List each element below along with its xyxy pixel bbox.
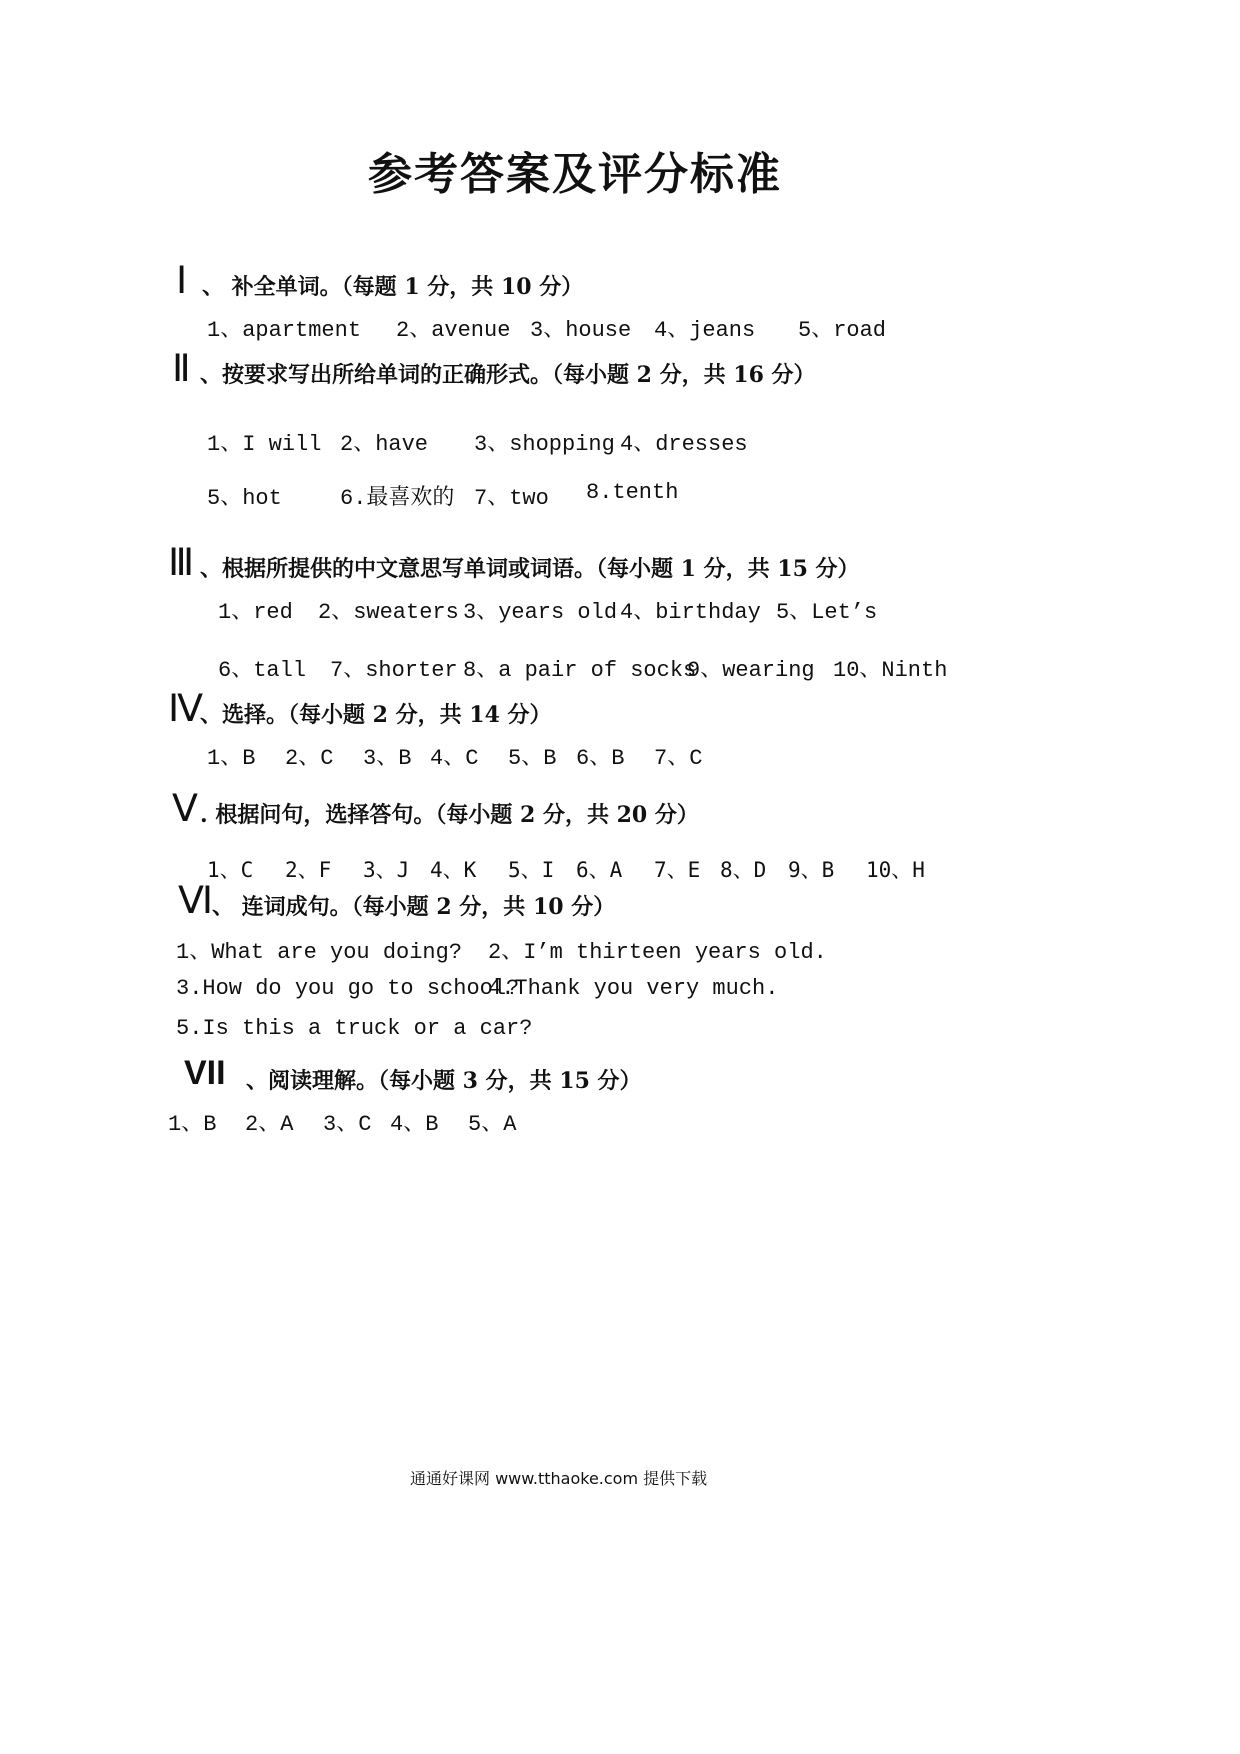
section-4-roman: Ⅳ bbox=[168, 688, 204, 730]
s3-answer-8: 8、a pair of socks bbox=[463, 658, 697, 683]
section-6-heading: 、 连词成句。（每小题 2 分，共 10 分） bbox=[212, 894, 616, 920]
footer-source: 通通好课网 www.tthaoke.com 提供下载 bbox=[410, 1469, 708, 1488]
s1-answer-5: 5、road bbox=[798, 318, 887, 343]
section-5-roman: Ⅴ bbox=[172, 788, 198, 830]
s2-answer-7: 7、two bbox=[474, 486, 549, 511]
s7-answer-4: 4、B bbox=[390, 1112, 439, 1137]
s2-answer-4: 4、dresses bbox=[620, 432, 748, 457]
s5-answer-8: 8、D bbox=[720, 858, 767, 882]
s5-answer-1: 1、C bbox=[207, 858, 254, 882]
s2-answer-6: 6.最喜欢的 bbox=[340, 486, 455, 511]
s5-answer-4: 4、K bbox=[430, 858, 477, 882]
section-6-roman: Ⅵ bbox=[178, 880, 214, 922]
s6-answer-1: 1、What are you doing? bbox=[176, 940, 463, 965]
section-3-roman: Ⅲ bbox=[168, 542, 195, 584]
s2-answer-5: 5、hot bbox=[207, 486, 282, 511]
s6-answer-2: 2、I’m thirteen years old. bbox=[488, 940, 827, 965]
s3-answer-2: 2、sweaters bbox=[318, 600, 459, 625]
s4-answer-3: 3、B bbox=[363, 746, 412, 771]
s4-answer-4: 4、C bbox=[430, 746, 479, 771]
s3-answer-6: 6、tall bbox=[218, 658, 307, 683]
section-1-roman: Ⅰ bbox=[176, 260, 188, 302]
s5-answer-6: 6、A bbox=[576, 858, 623, 882]
s3-answer-3: 3、years old bbox=[463, 600, 618, 625]
section-7-roman: VII bbox=[184, 1054, 226, 1092]
s6-answer-3: 3.How do you go to school? bbox=[176, 976, 520, 1001]
s1-answer-4: 4、jeans bbox=[654, 318, 756, 343]
s6-answer-4: 4.Thank you very much. bbox=[488, 976, 779, 1001]
page-title: 参考答案及评分标准 bbox=[368, 149, 782, 200]
section-1-heading: 、 补全单词。（每题 1 分，共 10 分） bbox=[202, 274, 584, 300]
s5-answer-7: 7、E bbox=[654, 858, 701, 882]
s3-answer-9: 9、wearing bbox=[687, 658, 815, 683]
s6-answer-5: 5.Is this a truck or a car? bbox=[176, 1016, 533, 1041]
section-7-heading: 、阅读理解。（每小题 3 分，共 15 分） bbox=[246, 1068, 642, 1094]
s3-answer-1: 1、red bbox=[218, 600, 293, 625]
s7-answer-5: 5、A bbox=[468, 1112, 517, 1137]
s7-answer-1: 1、B bbox=[168, 1112, 217, 1137]
s4-answer-7: 7、C bbox=[654, 746, 703, 771]
s7-answer-2: 2、A bbox=[245, 1112, 294, 1137]
s4-answer-5: 5、B bbox=[508, 746, 557, 771]
s5-answer-3: 3、J bbox=[363, 858, 410, 882]
s7-answer-3: 3、C bbox=[323, 1112, 372, 1137]
section-4-heading: 、选择。（每小题 2 分，共 14 分） bbox=[200, 702, 552, 728]
s5-answer-9: 9、B bbox=[788, 858, 835, 882]
section-3-heading: 、根据所提供的中文意思写单词或词语。（每小题 1 分，共 15 分） bbox=[200, 556, 860, 582]
section-5-heading: . 根据问句，选择答句。（每小题 2 分，共 20 分） bbox=[200, 802, 699, 828]
s3-answer-4: 4、birthday bbox=[620, 600, 761, 625]
s5-answer-10: 10、H bbox=[866, 858, 925, 882]
s4-answer-1: 1、B bbox=[207, 746, 256, 771]
s3-answer-10: 10、Ninth bbox=[833, 658, 948, 683]
s3-answer-5: 5、Let’s bbox=[776, 600, 878, 625]
s1-answer-3: 3、house bbox=[530, 318, 632, 343]
s4-answer-2: 2、C bbox=[285, 746, 334, 771]
s4-answer-6: 6、B bbox=[576, 746, 625, 771]
s2-answer-8: 8.tenth bbox=[586, 480, 679, 505]
section-2-roman: Ⅱ bbox=[172, 348, 191, 390]
s1-answer-1: 1、apartment bbox=[207, 318, 362, 343]
s2-answer-2: 2、have bbox=[340, 432, 429, 457]
section-2-heading: 、按要求写出所给单词的正确形式。（每小题 2 分，共 16 分） bbox=[200, 362, 816, 388]
s1-answer-2: 2、avenue bbox=[396, 318, 511, 343]
s2-answer-3: 3、shopping bbox=[474, 432, 615, 457]
s5-answer-5: 5、I bbox=[508, 858, 555, 882]
s5-answer-2: 2、F bbox=[285, 858, 332, 882]
s2-answer-1: 1、I will bbox=[207, 432, 322, 457]
s3-answer-7: 7、shorter bbox=[330, 658, 458, 683]
